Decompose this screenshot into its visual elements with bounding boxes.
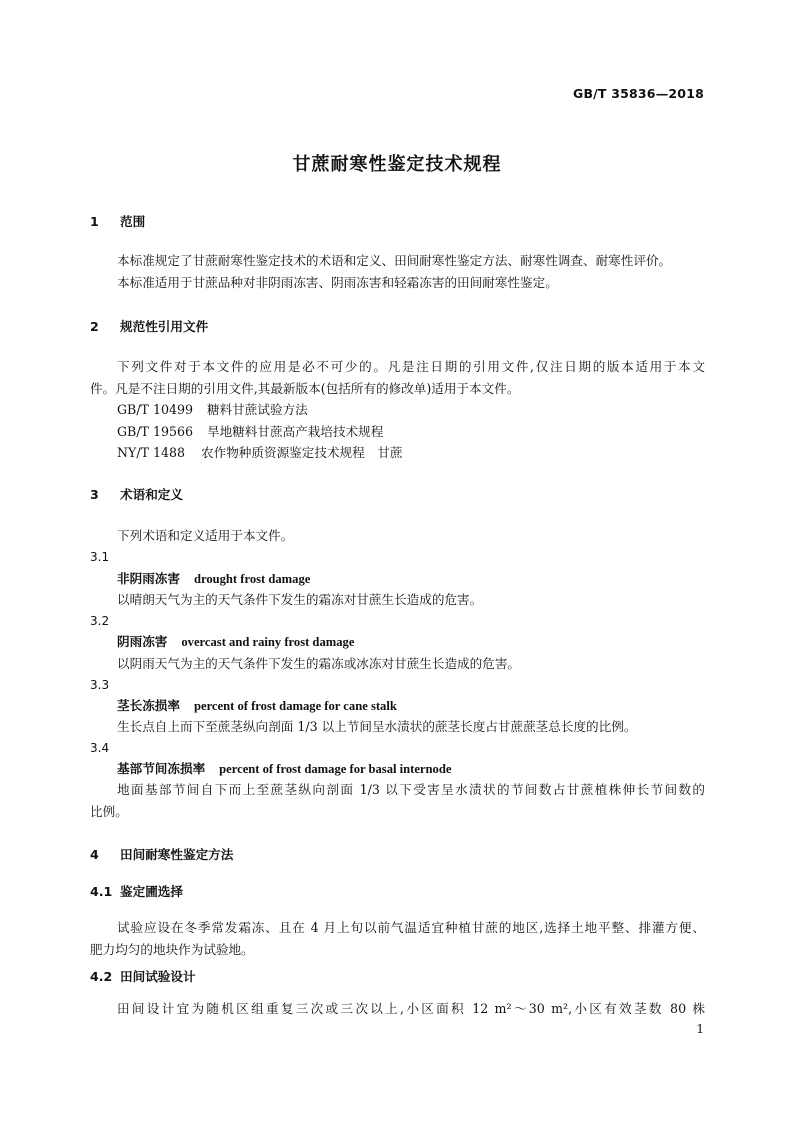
section-title: 规范性引用文件: [120, 319, 209, 334]
section-1-heading: [90, 213, 705, 231]
section-3-heading: [90, 486, 705, 504]
term-english: percent of frost damage for cane stalk: [193, 699, 397, 713]
standard-number: GB/T 35836—2018: [572, 86, 704, 101]
term-definition: 地面基部节间自下而上至蔗茎纵向剖面 1/3 以下受害呈水渍状的节间数占甘蔗植株伸长节间数的: [117, 782, 705, 797]
term-heading: [117, 570, 705, 588]
term-chinese: 非阴雨冻害: [117, 571, 180, 586]
term-heading: [117, 760, 705, 778]
reference-code: GB/T 10499: [117, 402, 194, 417]
reference-title: 农作物种质资源鉴定技术规程 甘蔗: [201, 445, 403, 460]
subsection-4-2-heading: [90, 968, 705, 986]
plot-selection-line-2: 肥力均匀的地块作为试验地。: [90, 942, 254, 957]
reference-item: [117, 423, 705, 441]
term-number: 3.2: [90, 614, 110, 628]
term-number: 3.1: [90, 550, 110, 564]
section-title: 术语和定义: [120, 487, 183, 502]
term-heading: [117, 633, 705, 651]
terms-intro: 下列术语和定义适用于本文件。: [117, 528, 294, 543]
term-chinese: 阴雨冻害: [117, 634, 168, 649]
term-definition: 生长点自上而下至蔗茎纵向剖面 1/3 以上节间呈水渍状的蔗茎长度占甘蔗蔗茎总长度的比例。: [117, 719, 637, 734]
section-title: 田间耐寒性鉴定方法: [120, 847, 234, 862]
term-heading: [117, 697, 705, 715]
normative-refs-paragraph-line-2: 件。凡是不注日期的引用文件,其最新版本(包括所有的修改单)适用于本文件。: [90, 381, 520, 396]
subsection-number: 4.2: [90, 969, 113, 984]
term-number: 3.4: [90, 741, 110, 755]
term-english: drought frost damage: [193, 572, 311, 586]
subsection-title: 鉴定圃选择: [120, 884, 183, 899]
section-2-heading: [90, 318, 705, 336]
scope-paragraph-2: 本标准适用于甘蔗品种对非阴雨冻害、阴雨冻害和轻霜冻害的田间耐寒性鉴定。: [117, 275, 558, 290]
term-definition-continued: 比例。: [90, 804, 128, 819]
term-chinese: 茎长冻损率: [117, 698, 180, 713]
plot-selection-line-1: 试验应设在冬季常发霜冻、且在 4 月上旬以前气温适宜种植甘蔗的地区,选择土地平整、排灌方便、: [117, 920, 705, 935]
section-4-heading: [90, 846, 705, 864]
reference-item: [117, 444, 705, 462]
normative-refs-paragraph-line-1: 下列文件对于本文件的应用是必不可少的。凡是注日期的引用文件,仅注日期的版本适用于本文: [117, 359, 705, 374]
field-design-line-1: 田间设计宜为随机区组重复三次或三次以上,小区面积 12 m²～30 m²,小区有效茎数 80 株: [117, 1001, 705, 1016]
section-number: 1: [90, 214, 99, 229]
reference-title: 旱地糖料甘蔗高产栽培技术规程: [207, 424, 384, 439]
reference-item: [117, 401, 705, 419]
reference-title: 糖料甘蔗试验方法: [207, 402, 308, 417]
subsection-number: 4.1: [90, 884, 113, 899]
reference-code: GB/T 19566: [117, 424, 194, 439]
scope-paragraph-1: 本标准规定了甘蔗耐寒性鉴定技术的术语和定义、田间耐寒性鉴定方法、耐寒性调查、耐寒性评价。: [117, 253, 672, 268]
document-title: 甘蔗耐寒性鉴定技术规程: [292, 154, 502, 175]
reference-code: NY/T 1488: [117, 445, 186, 460]
page-number: 1: [696, 1022, 704, 1036]
term-definition: 以晴朗天气为主的天气条件下发生的霜冻对甘蔗生长造成的危害。: [117, 592, 483, 607]
section-number: 3: [90, 487, 99, 502]
subsection-title: 田间试验设计: [120, 969, 196, 984]
section-number: 4: [90, 847, 99, 862]
subsection-4-1-heading: [90, 883, 705, 901]
term-english: percent of frost damage for basal internode: [219, 762, 452, 776]
term-chinese: 基部节间冻损率: [117, 761, 206, 776]
term-english: overcast and rainy frost damage: [181, 635, 355, 649]
term-number: 3.3: [90, 678, 110, 692]
term-definition: 以阴雨天气为主的天气条件下发生的霜冻或冰冻对甘蔗生长造成的危害。: [117, 656, 520, 671]
section-title: 范围: [120, 214, 146, 229]
section-number: 2: [90, 319, 99, 334]
